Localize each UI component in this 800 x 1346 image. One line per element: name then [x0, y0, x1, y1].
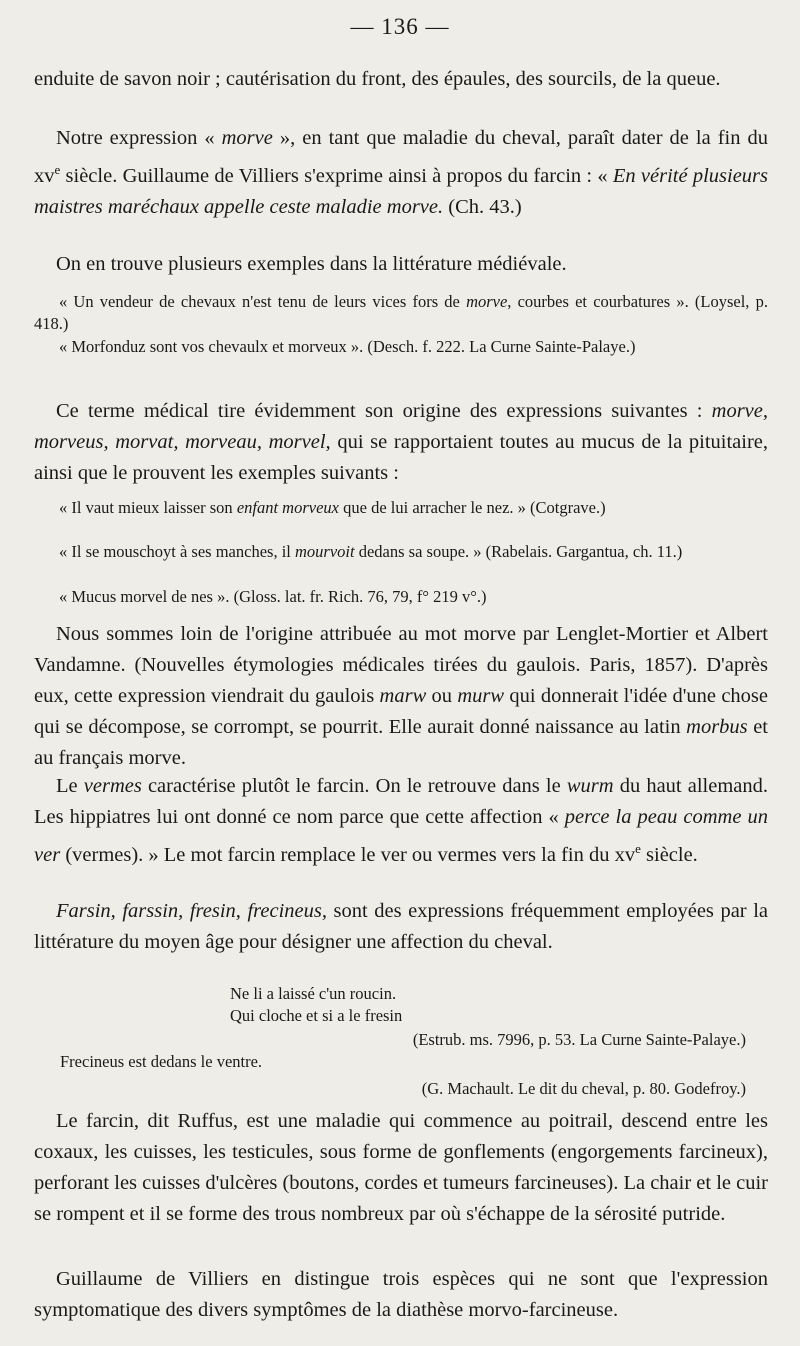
verse-source-estrub: (Estrub. ms. 7996, p. 53. La Curne Sainte-Palaye.) — [412, 1030, 746, 1049]
paragraph-vermes: Le vermes caractérise plutôt le farcin. On le retrouve dans le wurm du haut allemand. Les hippiatres lui ont donné ce nom parce que cette affection « perce la peau comme un ver (vermes). » Le mot farcin remplace le ver ou vermes vers la fin du $xv^e$ siècle. — [34, 775, 769, 866]
quote-gloss: « Mucus morvel de nes ». (Gloss. lat. fr. Rich. 76, 79, f° 219 v°.) — [59, 587, 487, 606]
paragraph-medieval-examples: On en trouve plusieurs exemples dans la littérature médiévale. — [56, 253, 567, 275]
verse-line-1: Ne li a laissé c'un roucin. — [230, 984, 397, 1003]
paragraph-medical-term: Ce terme médical tire évidemment son origine des expressions suivantes : morve, morveus, morvat, morveau, morvel, qui se rapportaient toutes au mucus de la pituitaire, ainsi que le prouvent les exemples suivants : — [34, 400, 768, 484]
quote-cotgrave: « Il vaut mieux laisser son enfant morveux que de lui arracher le nez. » (Cotgrave.) — [59, 498, 606, 517]
quote-rabelais: « Il se mouschoyt à ses manches, il mourvoit dedans sa soupe. » (Rabelais. Gargantua, ch. 11.) — [59, 542, 683, 561]
paragraph-ruffus: Le farcin, dit Ruffus, est une maladie qui commence au poitrail, descend entre les coxaux, les cuisses, les testicules, sous forme de gonflements (engorgements farcineux), perforant les cuisses d'ulcères (boutons, cordes et tumeurs farcineuses). La chair et le cuir se rompent et il se forme des trous nombreux par où s'échappe de la sérosité putride. — [34, 1110, 769, 1225]
paragraph-morve-expression: Notre expression « morve », en tant que maladie du cheval, paraît dater de la fin du $xv^e$ siècle. Guillaume de Villiers s'exprime ainsi à propos du farcin : « En vérité plusieurs maistres maréchaux appelle ceste maladie morve. (Ch. 43.) — [34, 127, 768, 218]
paragraph-intro: enduite de savon noir ; cautérisation du front, des épaules, des sourcils, de la queue. — [34, 68, 721, 90]
quote-loysel: « Un vendeur de chevaux n'est tenu de leurs vices fors de morve, courbes et courbatures ». (Loysel, p. 418.) — [34, 292, 768, 333]
verse-line-3: Frecineus est dedans le ventre. — [60, 1052, 263, 1071]
paragraph-farsin: Farsin, farssin, fresin, frecineus, sont des expressions fréquemment employées par la littérature du moyen âge pour désigner une affection du cheval. — [34, 900, 768, 953]
page-number: — 136 — — [350, 14, 450, 39]
paragraph-origin: Nous sommes loin de l'origine attribuée au mot morve par Lenglet-Mortier et Albert Vandamne. (Nouvelles étymologies médicales tirées du gaulois. Paris, 1857). D'après eux, cette expression viendrait du gaulois marw ou murw qui donnerait l'idée d'une chose qui se décompose, se corrompt, se pourrit. Elle aurait donné naissance au latin morbus et au français morve. — [34, 623, 768, 769]
verse-line-2: Qui cloche et si a le fresin — [230, 1006, 403, 1025]
verse-source-machault: (G. Machault. Le dit du cheval, p. 80. Godefroy.) — [421, 1079, 746, 1098]
quote-deschamps: « Morfonduz sont vos chevaulx et morveux ». (Desch. f. 222. La Curne Sainte-Palaye.) — [59, 337, 636, 356]
paragraph-villiers: Guillaume de Villiers en distingue trois espèces qui ne sont que l'expression symptomatique des divers symptômes de la diathèse morvo-farcineuse. — [34, 1268, 768, 1321]
